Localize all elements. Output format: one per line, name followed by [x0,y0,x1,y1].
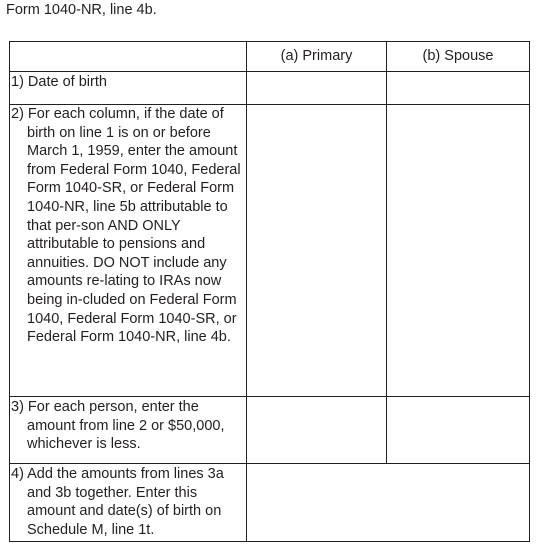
line-2-row [10,105,530,397]
header-row [10,42,530,72]
line-1-spouse-field[interactable] [387,72,530,105]
line-1-primary-field[interactable] [247,72,387,105]
worksheet-table [9,41,530,542]
line-1-text: 1) Date of birth [11,74,107,90]
line-4-row [10,464,530,542]
line-3-spouse-field[interactable] [387,397,530,464]
blank-header-cell [10,42,247,72]
line-3-primary-field[interactable] [247,397,387,464]
line-2-text: 2) For each column, if the date of birth on line 1 is on or before March 1, 1959, enter the amount from Federal Form 1040, Federal Form 1040-SR, or Federal Form 1040-NR, line 5b attributable to that per-son AND ONLY attributable to pensions and annuities. DO NOT include any amounts re-lating to IRAs now being in-cluded on Federal Form 1040, Federal Form 1040-SR, or Federal Form 1040-NR, line 4b. [11,106,241,346]
line-2-primary-field[interactable] [247,105,387,397]
line-2-spouse-field[interactable] [387,105,530,397]
line-3-label [10,397,247,464]
header-continuation-text: Form 1040-NR, line 4b. [6,2,157,18]
line-3-text: 3) For each person, enter the amount from line 2 or $50,000, whichever is less. [11,399,225,453]
column-header-spouse: (b) Spouse [387,42,530,72]
line-4-text: 4) Add the amounts from lines 3a and 3b together. Enter this amount and date(s) of birth on Schedule M, line 1t. [11,466,224,538]
line-1-row [10,72,530,105]
line-4-label [10,464,247,542]
line-4-total-field[interactable] [247,464,530,542]
line-2-label [10,105,247,397]
line-3-row [10,397,530,464]
line-1-label [10,72,247,105]
column-header-primary: (a) Primary [247,42,387,72]
